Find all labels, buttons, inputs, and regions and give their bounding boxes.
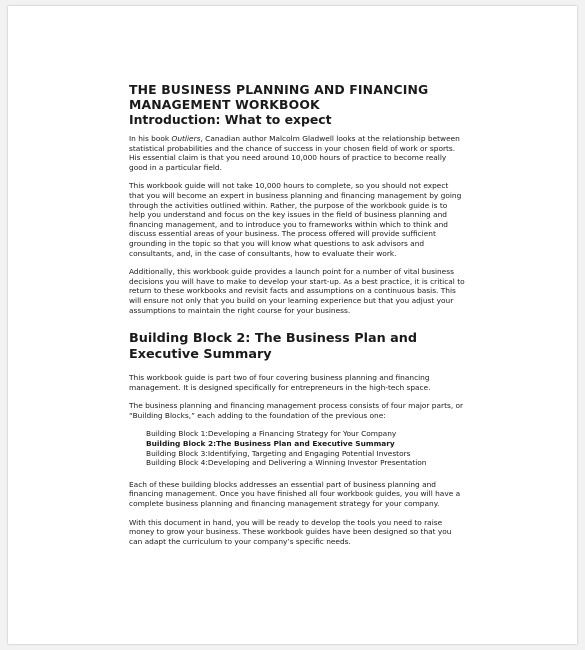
building-block-item: Building Block 1:Developing a Financing Strategy for Your Company xyxy=(146,429,397,439)
intro-paragraph-2: This workbook guide will not take 10,000 hours to complete, so you should not expect that you will become an expert in business planning and financing management by going through the activities outlined within. Rather, the purpose of the workbook guide is to help you understand and focus on the key issues in the field of business planning and financing management, and to introduce you to frameworks within which to think and discuss essential areas of your business. The process offered will provide sufficient grounding in the topic so that you will know what questions to ask advisors and consultants, and, in the case of consultants, how to evaluate their work. xyxy=(129,181,462,258)
book-title: Outliers xyxy=(171,134,201,143)
section-title: Building Block 2: The Business Plan and Executive Summary xyxy=(129,331,418,363)
document-page xyxy=(8,6,577,644)
document-content xyxy=(129,82,465,555)
intro-paragraph-3: Additionally, this workbook guide provides a launch point for a number of vital business decisions you will have to make to develop your start-up. As a best practice, it is critical to return to these workbooks and revisit facts and assumptions on a continuous basis. This will ensure not only that you build on your learning experience but that you adjust your assumptions to maintain the right course for your business. xyxy=(129,267,465,315)
section-paragraph-2: The business planning and financing management process consists of four major parts, or “Building Blocks,” each adding to the foundation of the previous one: xyxy=(129,401,464,420)
building-blocks-list xyxy=(129,429,465,467)
section-paragraph-4: With this document in hand, you will be ready to develop the tools you need to raise money to grow your business. These workbook guides have been designed so that you can adapt the curriculum to your company’s specific needs. xyxy=(129,517,452,546)
intro-paragraph-1 xyxy=(129,134,465,172)
intro-p1-before: In his book xyxy=(129,134,172,143)
section-paragraph-3: Each of these building blocks addresses an essential part of business planning and financing management. Once you have finished all four workbook guides, you will have a complete business planning and financing management strategy for your company. xyxy=(129,479,461,509)
section-paragraph-1: This workbook guide is part two of four covering business planning and financing management. It is designed specifically for entrepreneurs in the high-tech space. xyxy=(129,373,431,392)
building-block-item: Building Block 3:Identifying, Targeting and Engaging Potential Investors xyxy=(146,448,411,458)
building-block-item-current: Building Block 2:The Business Plan and Executive Summary xyxy=(146,439,395,449)
document-title: THE BUSINESS PLANNING AND FINANCING MANAGEMENT WORKBOOK xyxy=(129,82,429,112)
building-block-item: Building Block 4:Developing and Delivering a Winning Investor Presentation xyxy=(146,458,427,468)
intro-p1-after: , Canadian author Malcolm Gladwell looks at the relationship between statistical probabilities and the chance of success in your chosen field of work or sports. His essential claim is that you need around 10,000 hours of practice to become really good in a particular field. xyxy=(129,134,460,172)
intro-heading: Introduction: What to expect xyxy=(129,112,332,127)
